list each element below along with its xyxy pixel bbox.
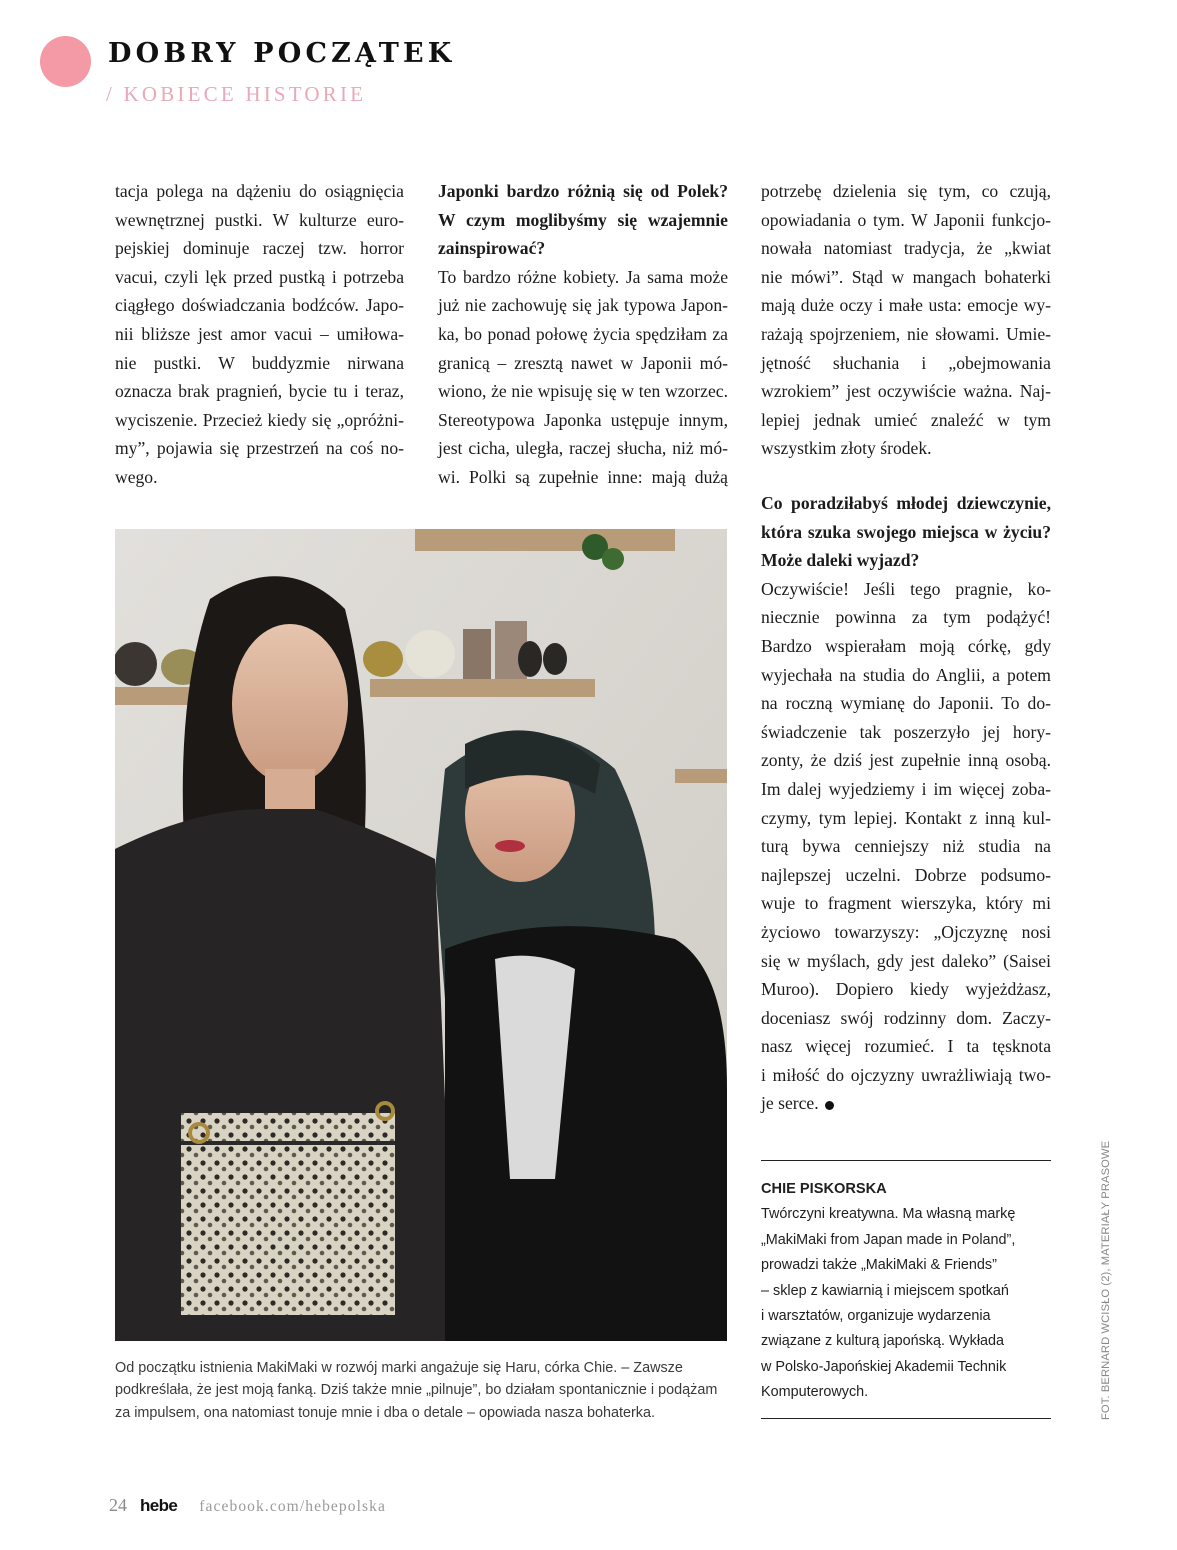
text-line: wzrokiem” jest oczywiście ważna. Naj- bbox=[761, 381, 1051, 402]
text-line: Oczywiście! Jeśli tego pragnie, ko- bbox=[761, 578, 1051, 599]
text-line: już nie zachowuję się jak typowa Japon- bbox=[438, 295, 728, 316]
text-line: vacui, czyli lęk przed pustką i potrzeba bbox=[115, 266, 404, 287]
text-line: wiono, że nie wpisuję się w ten wzorzec. bbox=[438, 381, 728, 402]
photo-illustration bbox=[115, 529, 727, 1341]
bio-line: Komputerowych. bbox=[761, 1384, 869, 1401]
interview-answer-1 bbox=[438, 263, 728, 492]
bio-line: i warsztatów, organizuje wydarzenia bbox=[761, 1308, 991, 1325]
text-line: jętność słuchania i „obejmowania bbox=[761, 352, 1051, 373]
bio-bottom-divider bbox=[761, 1418, 1051, 1419]
brand-logo: hebe bbox=[140, 1496, 178, 1515]
text-line: doceniasz swój rodzinny dom. Zaczy- bbox=[761, 1007, 1051, 1028]
paragraph bbox=[115, 177, 404, 492]
social-link[interactable]: facebook.com/hebepolska bbox=[199, 1498, 386, 1515]
page-footer bbox=[109, 1495, 386, 1519]
text-line: nii bliższe jest amor vacui – umiłowa- bbox=[115, 323, 404, 344]
question-line: która szuka swojego miejsca w życiu? bbox=[761, 521, 1051, 542]
text-line: granicą – zresztą nawet w Japonii mó- bbox=[438, 352, 728, 373]
question-line: Co poradziłabyś młodej dziewczynie, bbox=[761, 493, 1051, 513]
section-title: DOBRY POCZĄTEK bbox=[108, 38, 456, 69]
text-line: Stereotypowa Japonka ustępuje innym, bbox=[438, 409, 728, 430]
caption-line: podkreślała, że jest moją fanką. Dziś także mnie „pilnuje”, bo działam spontanicznie i podążam bbox=[115, 1382, 718, 1399]
interview-question-2 bbox=[761, 489, 1051, 575]
text-line: najlepszej uczelni. Dobrze podsumo- bbox=[761, 864, 1051, 885]
photo-credit: FOT. BERNARD WCISŁO (2), MATERIAŁY PRASOWE bbox=[1100, 1140, 1112, 1420]
bio-line: Twórczyni kreatywna. Ma własną markę bbox=[761, 1206, 1016, 1223]
text-line: życiowo towarzyszy: „Ojczyznę nosi bbox=[761, 921, 1051, 942]
text-line: wyciszenie. Przecież kiedy się „opróżni- bbox=[115, 409, 404, 430]
text-line-end: je serce. bbox=[761, 1093, 819, 1114]
text-line: mają duże oczy i małe usta: emocje wy- bbox=[761, 295, 1051, 316]
text-line: wszystkim złoty środek. bbox=[761, 438, 932, 459]
paragraph bbox=[761, 177, 1051, 463]
photo-caption bbox=[115, 1357, 727, 1424]
text-line: Muroo). Dopiero kiedy wyjeżdżasz, bbox=[761, 979, 1051, 1000]
bio-top-divider bbox=[761, 1160, 1051, 1161]
text-line: wyjechała na studia do Anglii, a potem bbox=[761, 664, 1051, 685]
article-end-mark-icon bbox=[825, 1101, 834, 1110]
text-line: nie pustki. W buddyzmie nirwana bbox=[115, 352, 404, 373]
question-line: W czym moglibyśmy się wzajemnie bbox=[438, 209, 728, 230]
interview-answer-2 bbox=[761, 575, 1051, 1118]
bio-box bbox=[761, 1177, 1051, 1406]
text-line: i miłość do ojczyzny uwrażliwiają two- bbox=[761, 1064, 1051, 1085]
section-marker-dot bbox=[40, 36, 91, 87]
caption-line: Od początku istnienia MakiMaki w rozwój marki angażuje się Haru, córka Chie. – Zawsze bbox=[115, 1360, 683, 1376]
text-line: ka, bo ponad połowę życia spędziłam za bbox=[438, 323, 728, 344]
text-line: świadczenie tak poszerzyło jej hory- bbox=[761, 721, 1051, 742]
text-line: wuje to fragment wierszyka, który mi bbox=[761, 893, 1051, 914]
text-line: Bardzo wspierałam moją córkę, gdy bbox=[761, 635, 1051, 656]
text-line: wi. Polki są zupełnie inne: mają dużą bbox=[438, 466, 728, 487]
text-line: czymy, tym lepiej. Kontakt z inną kul- bbox=[761, 807, 1051, 828]
bio-line: związane z kulturą japońską. Wykłada bbox=[761, 1333, 1005, 1350]
question-line: Japonki bardzo różnią się od Polek? bbox=[438, 181, 728, 201]
bio-line: w Polsko-Japońskiej Akademii Technik bbox=[761, 1358, 1007, 1375]
question-line: Może daleki wyjazd? bbox=[761, 550, 920, 571]
page-number: 24 bbox=[109, 1495, 127, 1515]
text-line: wego. bbox=[115, 466, 158, 487]
text-line: my”, pojawia się przestrzeń na coś no- bbox=[115, 438, 404, 459]
text-line: na roczną wymianę do Japonii. To do- bbox=[761, 693, 1051, 714]
text-line: jest cicha, uległa, raczej słucha, niż mó- bbox=[438, 438, 728, 459]
text-line: tacja polega na dążeniu do osiągnięcia bbox=[115, 181, 404, 201]
bio-line: – sklep z kawiarnią i miejscem spotkań bbox=[761, 1282, 1009, 1299]
interview-question-1 bbox=[438, 177, 728, 263]
text-line: się w myślach, gdy jest daleko” (Saisei bbox=[761, 950, 1051, 971]
bio-name: CHIE PISKORSKA bbox=[761, 1181, 887, 1197]
article-column-3-continued bbox=[761, 489, 1051, 1118]
text-line: wewnętrznej pustki. W kulturze euro- bbox=[115, 209, 404, 230]
text-line: oznacza brak pragnień, bycie tu i teraz, bbox=[115, 381, 404, 402]
bio-line: prowadzi także „MakiMaki & Friends” bbox=[761, 1257, 997, 1274]
article-column-1 bbox=[115, 177, 404, 492]
text-line: rażają spojrzeniem, nie słowami. Umie- bbox=[761, 323, 1051, 344]
text-line: Im dalej wyjedziemy i im więcej zoba- bbox=[761, 778, 1051, 799]
text-line bbox=[761, 1089, 1051, 1118]
article-photo bbox=[115, 529, 727, 1341]
article-column-3 bbox=[761, 177, 1051, 463]
text-line: zonty, że dziś jest zupełnie inną osobą. bbox=[761, 750, 1051, 771]
text-line: To bardzo różne kobiety. Ja sama może bbox=[438, 266, 728, 287]
text-line: potrzebę dzielenia się tym, co czują, bbox=[761, 181, 1051, 201]
text-line: opowiadania o tym. W Japonii funkcjo- bbox=[761, 209, 1051, 230]
text-line: nie mówi”. Stąd w mangach bohaterki bbox=[761, 266, 1051, 287]
text-line: nasz więcej rozumieć. I ta tęsknota bbox=[761, 1036, 1051, 1057]
section-subtitle: / KOBIECE HISTORIE bbox=[106, 82, 367, 106]
text-line: turą bywa cenniejszy niż studia na bbox=[761, 836, 1051, 857]
text-line: lepiej jednak umieć znaleźć w tym bbox=[761, 409, 1051, 430]
text-line: nowała natomiast tradycja, że „kwiat bbox=[761, 238, 1051, 259]
text-line: niecznie powinna za tym podążyć! bbox=[761, 607, 1051, 628]
text-line: pejskiej dominuje raczej tzw. horror bbox=[115, 238, 404, 259]
question-line: zainspirować? bbox=[438, 238, 546, 259]
article-column-2 bbox=[438, 177, 728, 492]
caption-line: za impulsem, ona natomiast tonuje mnie i dba o detale – opowiada nasza bohaterka. bbox=[115, 1404, 655, 1421]
bio-line: „MakiMaki from Japan made in Poland”, bbox=[761, 1231, 1016, 1248]
text-line: ciągłego doświadczania bodźców. Japo- bbox=[115, 295, 404, 316]
